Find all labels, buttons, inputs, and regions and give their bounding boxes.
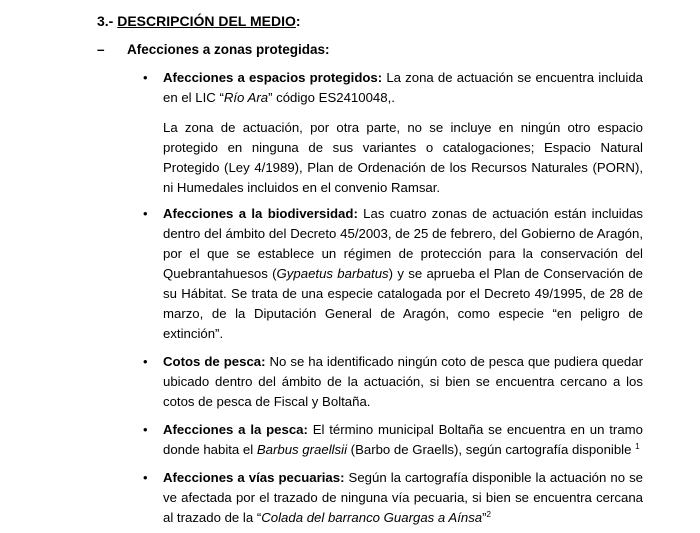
footnote-marker[interactable]: 1 bbox=[635, 442, 640, 451]
item-lead: Cotos de pesca: bbox=[163, 354, 266, 369]
item-lead: Afecciones a vías pecuarias: bbox=[163, 470, 345, 485]
bullet-icon: • bbox=[143, 470, 148, 485]
list-item-pesca bbox=[143, 420, 643, 460]
item-lead: Afecciones a espacios protegidos: bbox=[163, 70, 383, 85]
item-lead: Afecciones a la biodiversidad: bbox=[163, 206, 358, 221]
item-italic: Barbus graellsii bbox=[256, 442, 348, 457]
section-number: 3.- bbox=[97, 13, 114, 29]
item-text: La zona de actuación se encuentra incluida en el LIC “ bbox=[163, 70, 643, 105]
paragraph bbox=[163, 352, 643, 412]
section-heading bbox=[97, 13, 301, 29]
bullet-icon: • bbox=[143, 422, 148, 437]
subsection-title: Afecciones a zonas protegidas: bbox=[127, 42, 330, 57]
section-title: DESCRIPCIÓN DEL MEDIO bbox=[117, 13, 296, 29]
list-item-vias-pecuarias bbox=[143, 468, 644, 528]
paragraph bbox=[163, 468, 643, 528]
paragraph bbox=[163, 68, 643, 108]
item-text: ” bbox=[482, 510, 487, 525]
bullet-icon: • bbox=[143, 70, 148, 85]
footnote-marker[interactable]: 2 bbox=[486, 510, 491, 519]
bullet-icon: • bbox=[143, 206, 148, 221]
item-italic: Río Ara bbox=[223, 90, 269, 105]
list-item-cotos-de-pesca bbox=[143, 352, 643, 412]
item-italic: Colada del barranco Guargas a Aínsa bbox=[261, 510, 483, 525]
list-item-espacios-protegidos bbox=[143, 68, 643, 198]
item-text: ” código ES2410048,. bbox=[268, 90, 395, 105]
paragraph bbox=[163, 204, 643, 344]
item-text: ) y se aprueba el Plan de Conservación de su Hábitat. Se trata de una especie catalogada por el Decreto 49/1995, de 28 de marzo, de la Diputación General de Aragón, como especie “en peligro de extinción”. bbox=[163, 266, 643, 341]
paragraph bbox=[163, 420, 643, 460]
item-text: (Barbo de Graells), según cartografía disponible bbox=[347, 442, 636, 457]
item-text: No se ha identificado ningún coto de pesca que pudiera quedar ubicado dentro del ámbito de la actuación, si bien se encuentra cercano a los cotos de pesca de Fiscal y Boltaña. bbox=[163, 354, 643, 409]
bullet-icon: • bbox=[143, 354, 148, 369]
item-text: Las cuatro zonas de actuación están incluidas dentro del ámbito del Decreto 45/2003, de 25 de febrero, del Gobierno de Aragón, por el que se establece un régimen de protección para la conservación del Quebrantahuesos ( bbox=[163, 206, 643, 281]
subsection-heading bbox=[97, 42, 330, 57]
paragraph: La zona de actuación, por otra parte, no se incluye en ningún otro espacio protegido en ninguna de sus variantes o catalogaciones; Espacio Natural Protegido (Ley 4/1989), Plan de Ordenación de los Recursos Naturales (PORN), ni Humedales incluidos en el convenio Ramsar. bbox=[163, 120, 643, 195]
item-text: Según la cartografía disponible la actuación no se ve afectada por el trazado de ninguna vía pecuaria, si bien se encuentra cercana al trazado de la “ bbox=[163, 470, 644, 525]
item-lead: Afecciones a la pesca: bbox=[163, 422, 308, 437]
item-text: El término municipal Boltaña se encuentra en un tramo donde habita el bbox=[163, 422, 643, 457]
dash-marker: – bbox=[97, 42, 105, 57]
list-item-biodiversidad bbox=[143, 204, 643, 344]
item-italic: Gypaetus barbatus bbox=[276, 266, 389, 281]
section-colon: : bbox=[295, 13, 301, 29]
